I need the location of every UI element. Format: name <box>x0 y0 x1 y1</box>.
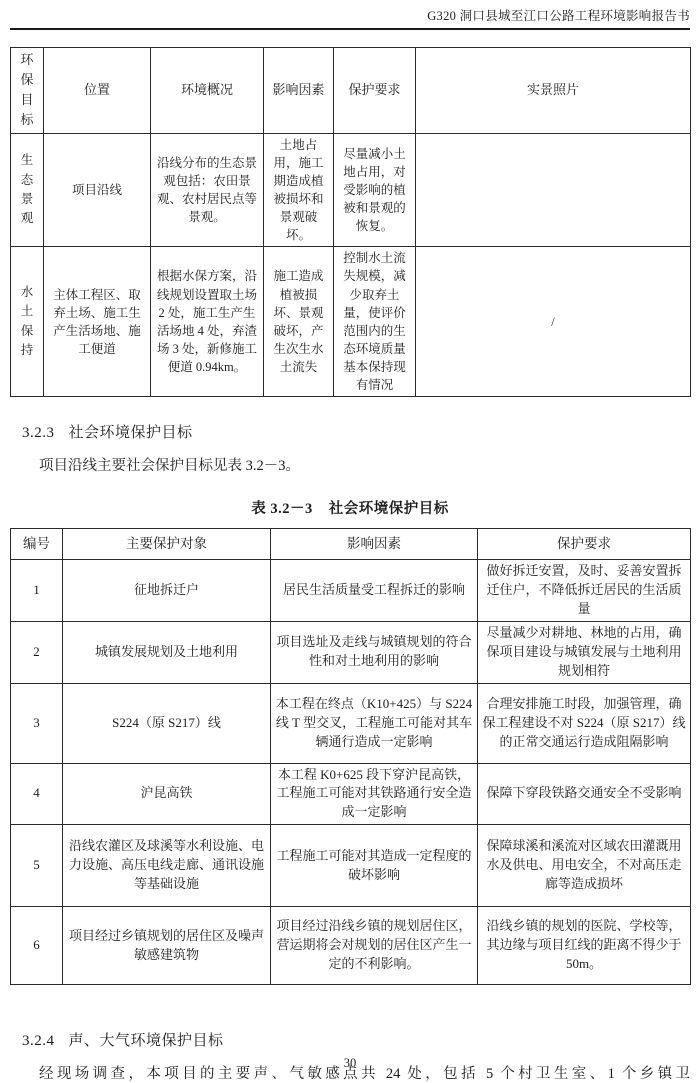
table-title-text: 社会环境保护目标 <box>328 501 449 518</box>
cell-requirements: 尽量减少对耕地、林地的占用，确保项目建设与城镇发展与土地利用规划相符 <box>478 621 691 683</box>
section-323-paragraph: 项目沿线主要社会保护目标见表 3.2－3。 <box>39 458 300 475</box>
table-header-row <box>11 48 691 134</box>
section-title: 声、大气环境保护目标 <box>68 1033 224 1050</box>
cell-overview: 沿线分布的生态景观包括：农田景观、农村居民点等景观。 <box>151 133 264 247</box>
cell-requirements: 合理安排施工时段，加强管理，确保工程建设不对 S224（原 S217）线的正常交通运行造成阻隔影响 <box>478 683 691 763</box>
column-header-overview: 环境概况 <box>151 48 264 134</box>
table-row <box>11 133 691 247</box>
eco-protection-table <box>10 47 691 397</box>
cell-object: 征地拆迁户 <box>63 560 271 622</box>
cell-requirements: 做好拆迁安置，及时、妥善安置拆迁住户，不降低拆迁居民的生活质量 <box>478 560 691 622</box>
column-header-no: 编号 <box>11 529 63 560</box>
cell-target: 水土保持 <box>11 247 44 397</box>
table-row <box>11 825 691 907</box>
cell-factors: 居民生活质量受工程拆迁的影响 <box>271 560 478 622</box>
cell-no: 4 <box>11 763 63 825</box>
section-324-paragraph: 经现场调查，本项目的主要声、气敏感点共 24 处，包括 5 个村卫生室、1 个乡镇卫 <box>39 1066 690 1083</box>
cell-factors: 工程施工可能对其造成一定程度的破坏影响 <box>271 825 478 907</box>
social-protection-table <box>10 528 691 985</box>
section-number: 3.2.4 <box>22 1033 55 1050</box>
cell-overview: 根据水保方案，沿线规划设置取土场 2 处，施工生产生活场地 4 处，弃渣场 3 处，新修施工便道 0.94km。 <box>151 247 264 397</box>
table-3-2-3-title <box>10 497 690 518</box>
cell-object: 沪昆高铁 <box>63 763 271 825</box>
column-header-factors: 影响因素 <box>271 529 478 560</box>
table-row <box>11 560 691 622</box>
cell-object: 城镇发展规划及土地利用 <box>63 621 271 683</box>
cell-requirements: 沿线乡镇的规划的医院、学校等，其边缘与项目红线的距离不得少于 50m。 <box>478 907 691 985</box>
cell-no: 1 <box>11 560 63 622</box>
cell-requirements: 尽量减小土地占用，对受影响的植被和景观的恢复。 <box>334 133 416 247</box>
cell-location: 项目沿线 <box>44 133 151 247</box>
cell-target: 生态景观 <box>11 133 44 247</box>
cell-photo <box>416 133 691 247</box>
cell-photo: / <box>416 247 691 397</box>
cell-no: 2 <box>11 621 63 683</box>
table-header-row <box>11 529 691 560</box>
column-header-requirements: 保护要求 <box>478 529 691 560</box>
cell-factors: 本工程在终点（K10+425）与 S224 线 T 型交叉，工程施工可能对其车辆通行造成一定影响 <box>271 683 478 763</box>
column-header-target: 环保目标 <box>11 48 44 134</box>
cell-factors: 项目经过沿线乡镇的规划居住区，营运期将会对规划的居住区产生一定的不利影响。 <box>271 907 478 985</box>
column-header-requirements: 保护要求 <box>334 48 416 134</box>
cell-no: 3 <box>11 683 63 763</box>
cell-object: 沿线农灌区及球溪等水利设施、电力设施、高压电线走廊、通讯设施等基础设施 <box>63 825 271 907</box>
section-title: 社会环境保护目标 <box>68 425 193 442</box>
table-row <box>11 763 691 825</box>
running-head <box>10 0 690 30</box>
cell-object: S224（原 S217）线 <box>63 683 271 763</box>
table-row <box>11 247 691 397</box>
section-number: 3.2.3 <box>22 425 55 442</box>
cell-location: 主体工程区、取弃土场、施工生产生活场地、施工便道 <box>44 247 151 397</box>
column-header-photo: 实景照片 <box>416 48 691 134</box>
page-number: 30 <box>343 1056 357 1070</box>
cell-requirements: 保障球溪和溪流对区域农田灌溉用水及供电、用电安全，不对高压走廊等造成损坏 <box>478 825 691 907</box>
cell-requirements: 控制水土流失规模，减少取弃土量，使评价范围内的生态环境质量基本保持现有情况 <box>334 247 416 397</box>
cell-factors: 本工程 K0+625 段下穿沪昆高铁，工程施工可能对其铁路通行安全造成一定影响 <box>271 763 478 825</box>
table-row <box>11 621 691 683</box>
column-header-location: 位置 <box>44 48 151 134</box>
running-head-title: G320 洞口县城至江口公路工程环境影响报告书 <box>427 9 690 23</box>
cell-factors: 土地占用，施工期造成植被损坏和景观破坏。 <box>264 133 334 247</box>
cell-no: 5 <box>11 825 63 907</box>
cell-no: 6 <box>11 907 63 985</box>
section-heading-324 <box>22 1029 690 1050</box>
column-header-factors: 影响因素 <box>264 48 334 134</box>
cell-factors: 项目选址及走线与城镇规划的符合性和对土地利用的影响 <box>271 621 478 683</box>
table-row <box>11 907 691 985</box>
table-row <box>11 683 691 763</box>
cell-requirements: 保障下穿段铁路交通安全不受影响 <box>478 763 691 825</box>
cell-factors: 施工造成植被损坏、景观破坏，产生次生水土流失 <box>264 247 334 397</box>
cell-object: 项目经过乡镇规划的居住区及噪声敏感建筑物 <box>63 907 271 985</box>
table-title-number: 表 3.2－3 <box>251 501 313 518</box>
section-heading-323 <box>22 421 690 442</box>
column-header-object: 主要保护对象 <box>63 529 271 560</box>
